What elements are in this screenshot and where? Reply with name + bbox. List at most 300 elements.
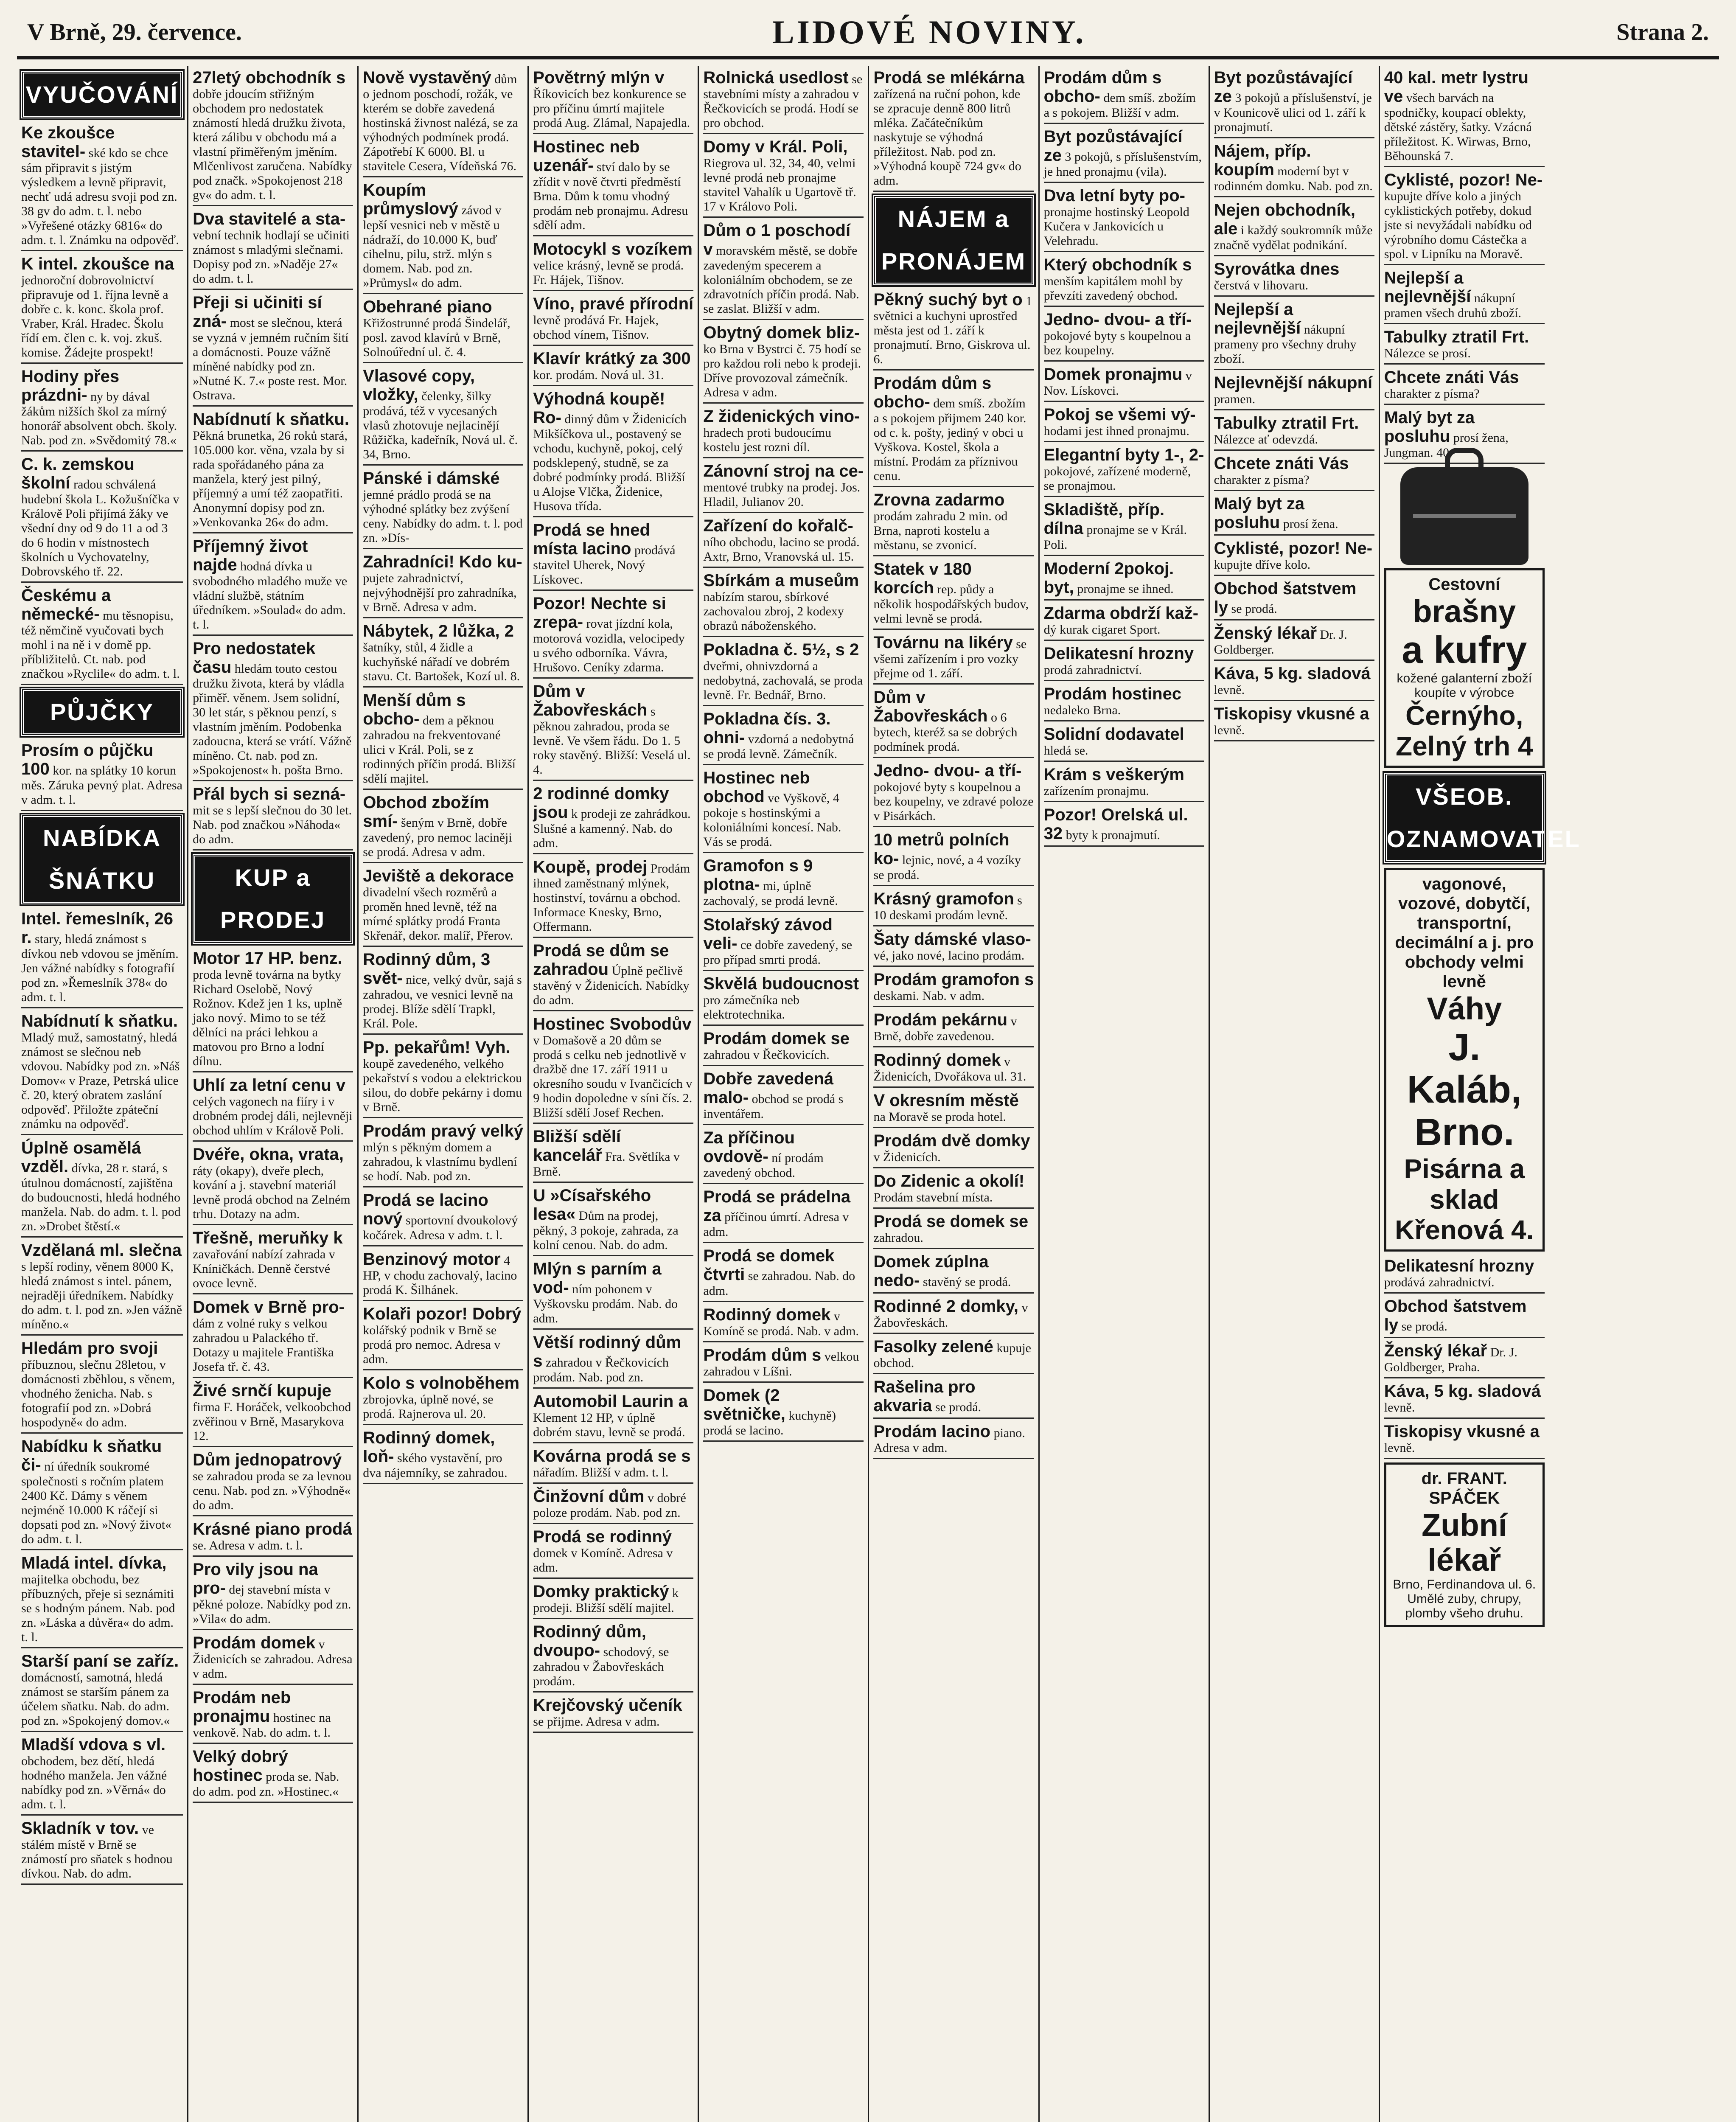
ad-headline: 40 kal. metr lystru ve [1384, 68, 1528, 106]
ad-headline: Malý byt za posluhu [1384, 408, 1475, 446]
ad-headline: Do Zidenic a okolí! [873, 1172, 1025, 1190]
classified-ad [873, 1422, 1034, 1459]
classified-ad [193, 1298, 353, 1378]
ad-headline: Zahradníci! Kdo ku- [363, 553, 522, 571]
classified-ad [703, 974, 864, 1026]
ad-headline: Pp. pekařům! Vyh. [363, 1038, 510, 1057]
ad-text: jemné prádlo prodá se na výhodné splátky bez zvýšení ceny. Nabídky do adm. t. l. pod zn. »Dís- [363, 488, 523, 545]
ad-text: pro zámečníka neb elektrotechnika. [703, 993, 799, 1022]
classified-ad [363, 691, 523, 790]
ad-headline: Ke zkoušce stavitel- [21, 124, 115, 161]
ad-headline: Nabídku k sňatku či- [21, 1437, 162, 1474]
ad-headline: Domy v Král. Poli, [703, 138, 848, 156]
ad-headline: Obchod šatstvem ly [1214, 579, 1357, 617]
ad-headline: Rodinný domek, loň- [363, 1429, 495, 1466]
ad-headline: Hostinec neb obchod [703, 769, 810, 806]
ad-text: kor. na splátky 10 korun měs. Záruka pevný plat. Adresa v adm. t. l. [21, 763, 182, 807]
ad-headline: Pro nedostatek času [193, 639, 316, 676]
column-4 [527, 66, 698, 2122]
column-9 [1379, 66, 1581, 2122]
classified-ad [193, 537, 353, 636]
ad-text: zahradou v Řečkovicích prodám. Nab. pod zn. [533, 1356, 669, 1384]
ad-text: Úplně pečlivě stavěný v Židenicích. Nabídky do adm. [533, 964, 690, 1007]
classified-ad [1214, 454, 1374, 491]
ad-text: sportovní dvoukolový kočárek. Adresa v adm. t. l. [363, 1213, 518, 1242]
classified-ad [533, 1127, 693, 1183]
ad-text: charakter z písma? [1384, 387, 1480, 401]
ad-text: ráty (okapy), dveře plech, kování a j. stavební materiál levně prodá obchod na Zelném trhu. Dotazy na adm. [193, 1164, 351, 1221]
ad-headline: Rolnická usedlost [703, 68, 849, 87]
classified-ad [1384, 1422, 1545, 1459]
classified-ad [873, 1378, 1034, 1419]
ad-text: rep. půdy a několik hospodářských budov, velmi levně se prodá. [873, 582, 1029, 626]
ad-text: příčinou úmrtí. Adresa v adm. [703, 1210, 849, 1239]
ad-text: se prodá. [1231, 602, 1277, 616]
classified-ad [1214, 579, 1374, 620]
ad-headline: Živé srnčí kupuje [193, 1381, 331, 1400]
ad-headline: Dva letní byty po- [1043, 186, 1185, 205]
ad-text: schodový, se zahradou v Žabovřeskách prodám. [533, 1645, 669, 1688]
ad-text: Pěkná brunetka, 26 roků stará, 105.000 kor. věna, vzala by si rada spořádaného pána za manžela, který jest pilný, příjemný a umí též zaopatřiti. Anonymní dopisy pod zn. »Venkovanka 26« do adm. [193, 429, 348, 529]
ad-text: kor. prodám. Nová ul. 31. [533, 368, 664, 382]
ad-headline: Prodá se lacino nový [363, 1191, 488, 1228]
ad-headline: Tabulky ztratil Frt. [1384, 328, 1529, 346]
column-8 [1209, 66, 1379, 2122]
ad-headline: Elegantní byty 1-, 2- [1043, 446, 1204, 464]
classified-ad [21, 1437, 183, 1550]
ad-headline: Prodá se mlékárna [873, 68, 1025, 87]
ad-text: ny by dával žákům nižších škol za mírný honorář absolvent obch. školy. Nab. pod zn. »Svědomitý 78.« [21, 390, 177, 447]
ad-headline: Domky praktický [533, 1582, 669, 1601]
classified-ad [1384, 269, 1545, 324]
ad-headline: Pokoj se všemi vý- [1043, 405, 1196, 424]
classified-ad [703, 1069, 864, 1125]
display-ad-line: dr. FRANT. SPÁČEK [1421, 1469, 1507, 1507]
ad-headline: Byt pozůstávající ze [1214, 68, 1353, 106]
ad-headline: Obytný domek bliz- [703, 323, 860, 342]
ad-headline: Ženský lékař [1214, 624, 1317, 643]
ad-text: i každý soukromník může značně vydělat podnikání. [1214, 223, 1373, 252]
ad-text: firma F. Horáček, velkoobchod zvěřinou v Brně, Masarykova 12. [193, 1400, 351, 1443]
classified-ad [533, 1260, 693, 1330]
classified-ad [363, 1122, 523, 1187]
newspaper-title: LIDOVÉ NOVINY. [772, 14, 1086, 51]
ad-text: se všemi zařízením i pro vozky přejme od 1. září. [873, 637, 1027, 680]
classified-ad [193, 1688, 353, 1744]
ad-text: v Komíně se prodá. Nab. v adm. [703, 1309, 859, 1338]
classified-ad [533, 594, 693, 679]
ad-headline: Dva stavitelé a sta- [193, 210, 346, 228]
ad-headline: Chcete znáti Vás [1384, 368, 1519, 387]
ad-text: nákupní pramen všech druhů zboží. [1384, 291, 1521, 320]
ad-text: byty k pronajmutí. [1066, 828, 1161, 842]
classified-ad [363, 1250, 523, 1301]
classified-ad [1044, 765, 1204, 802]
ad-headline: Obehrané piano [363, 298, 492, 316]
classified-ad [703, 68, 864, 134]
classified-ad [21, 1735, 183, 1816]
ad-text: ce dobře zavedený, se pro případ smrti prodá. [703, 938, 853, 967]
ad-headline: Pozor! Orelská ul. 32 [1043, 806, 1188, 843]
ad-headline: K intel. zkoušce na [21, 255, 174, 273]
ad-headline: 27letý obchodník s [193, 68, 346, 87]
classified-ad [363, 68, 523, 177]
ad-headline: Prodám dům s [703, 1346, 822, 1364]
classified-ad [193, 210, 353, 290]
ad-text: pronajme se ihned. [1077, 582, 1174, 596]
classified-ad [193, 1076, 353, 1142]
ad-headline: Fasolky zelené [873, 1337, 993, 1356]
display-ad-line: Cestovní [1428, 575, 1500, 594]
classified-ad [21, 1652, 183, 1732]
column-6 [868, 66, 1038, 2122]
ad-headline: Kovárna prodá se s [533, 1447, 691, 1465]
classified-ad [873, 890, 1034, 926]
ad-headline: U »Císařského lesa« [533, 1186, 651, 1224]
ad-text: hodami jest ihned pronajmu. [1043, 424, 1189, 438]
classified-ad [533, 941, 693, 1011]
ad-text: pronajme se v Král. Poli. [1043, 523, 1187, 552]
classified-ad [193, 1634, 353, 1685]
ad-text: proda levně továrna na bytky Richard Oselobě, Nový Rožnov. Kdež jen 1 ks, uplně jako nový. Mimo to se též dělníci na práci lehkou a matovou pro Brno a lodní dílnu. [193, 968, 342, 1068]
classified-ad [533, 858, 693, 938]
issue-date: V Brně, 29. července. [27, 19, 242, 45]
ad-headline: Jeviště a dekorace [363, 867, 514, 885]
ad-headline: Za příčinou ovdově- [703, 1128, 795, 1166]
classified-ad [703, 856, 864, 912]
ad-headline: Tabulky ztratil Frt. [1214, 414, 1359, 432]
ad-headline: Delikatesní hrozny [1043, 644, 1194, 663]
ad-text: 3 pokojů, s příslušenstvím, je hned pronajmu (vila). [1043, 150, 1202, 179]
classified-ad [21, 367, 183, 452]
ad-headline: Dům jednopatrový [193, 1451, 342, 1469]
ad-text: pokojové byty s koupelnou a bez koupelny. [1043, 329, 1191, 357]
ad-headline: Byt pozůstávající ze [1043, 127, 1183, 165]
ad-text: se prodá. [1401, 1319, 1447, 1333]
column-1 [17, 66, 187, 2122]
ad-text: ve stálém místě v Brně se známostí pro sňatek s hodnou dívkou. Nab. do adm. [21, 1823, 173, 1881]
classified-ad [873, 688, 1034, 758]
ad-text: stary, hledá známost s dívkou neb vdovou se jměním. Jen vážné nabídky s fotografií pod zn. »Řemeslník 378« do adm. t. l. [21, 932, 179, 1004]
classified-ad [703, 1128, 864, 1184]
ad-text: Riegrova ul. 32, 34, 40, velmi levné prodá neb pronajme stavitel Vahalík u Ugartově tř. 17 v Královo Poli. [703, 156, 856, 213]
ad-columns [17, 66, 1719, 2122]
display-ad-line: kožené galanterní zboží koupíte v výrobce [1397, 671, 1532, 700]
ad-text: kuchyně) prodá se lacino. [703, 1409, 836, 1437]
ad-text: s pěknou zahradou, proda se levně. Ve všem řádu. Do 1. 5 roky stavěný. Bližší: Veselá ul. 4. [533, 705, 691, 777]
classified-ad [1044, 365, 1204, 402]
ad-text: Klement 12 HP, v úplně dobrém stavu, levně se prodá. [533, 1411, 685, 1439]
ad-text: stavěný se prodá. [923, 1275, 1011, 1289]
ad-text: zařízená na ruční pohon, kde se zpracuje denně 800 litrů mléka. Začátečníkům naskytuje se výhodná příležitost. Nab. pod zn. »Výhodná koupě 724 gv« do adm. [873, 87, 1021, 188]
ad-text: 4 HP, v chodu zachovalý, lacino prodá K. Šilhánek. [363, 1254, 517, 1297]
ad-text: lejnic, nové, a 4 vozíky se prodá. [873, 853, 1021, 882]
section-banner: NÁJEM a PRONÁJEM [873, 195, 1034, 285]
display-ad-line: Černýho, Zelný trh 4 [1395, 700, 1533, 761]
classified-ad [193, 949, 353, 1072]
masthead [17, 13, 1719, 59]
ad-headline: Domek zúplna nedo- [873, 1252, 989, 1290]
ad-headline: Prodám hostinec [1043, 685, 1182, 703]
ad-headline: Stolařský závod veli- [703, 915, 833, 953]
column-7 [1038, 66, 1209, 2122]
classified-ad [193, 639, 353, 781]
ad-text: prodám zahradu 2 min. od Brna, naproti kostelu a městanu, se zvonicí. [873, 509, 1008, 552]
ad-text: pronajme hostinský Leopold Kučera v Jankovicích u Velehradu. [1043, 205, 1189, 248]
ad-text: Nálezce ať odevzdá. [1214, 432, 1318, 446]
ad-headline: Třešně, meruňky k [193, 1229, 343, 1247]
ad-text: příbuznou, slečnu 28letou, v domácnosti zběhlou, s věnem, vhodného ženicha. Nab. s fotografií pod zn. »Dobrá hospodyně« do adm. [21, 1358, 175, 1429]
classified-ad [533, 349, 693, 386]
ad-headline: Tiskopisy vkusné a [1384, 1422, 1540, 1441]
ad-text: levně. [1214, 683, 1245, 697]
ad-headline: Skvělá budoucnost [703, 974, 859, 993]
ad-headline: Pokladna č. 5½, s 2 [703, 640, 859, 659]
ad-text: s 10 deskami prodám levně. [873, 893, 1022, 922]
ad-text: Nálezce se prosí. [1384, 346, 1471, 360]
classified-ad [193, 1451, 353, 1516]
ad-text: nice, velký dvůr, sajá s zahradou, ve vesnici levně na prodej. Blíže sdělí Trapkl, Král. Pole. [363, 973, 522, 1030]
ad-text: kupujte dříve kolo a jiných cyklistických potřeby, dokud jste si nevyžádali nabídku od výrobního domu Cástečka a spol. v Lipníku na Moravě. [1384, 189, 1532, 261]
classified-ad [21, 1241, 183, 1336]
classified-ad [1214, 300, 1374, 370]
classified-ad [1044, 68, 1204, 124]
ad-headline: Zařízení do kořalč- [703, 516, 853, 535]
ad-headline: Mladší vdova s vl. [21, 1735, 166, 1754]
ad-headline: Prodám domek [193, 1634, 316, 1652]
ad-text: s lepší rodiny, věnem 8000 K, hledá známost s intel. pánem, nejraději úředníkem. Nabídky do adm. t. l. pod zn. »Jen vážně míněno.« [21, 1260, 182, 1331]
classified-ad [363, 298, 523, 363]
ad-headline: Klavír krátký za 300 [533, 349, 691, 368]
ad-headline: Solidní dodavatel [1043, 725, 1184, 744]
classified-ad [193, 1229, 353, 1294]
ad-headline: Prodá se domek se [873, 1212, 1029, 1231]
classified-ad [1214, 142, 1374, 197]
ad-text: pokojové byty s koupelnou a bez koupelny, ve zdravé poloze v Pisárkách. [873, 780, 1034, 823]
ad-headline: Z židenických vino- [703, 407, 860, 426]
classified-ad [703, 915, 864, 971]
section-banner: NABÍDKA ŠNÁTKU [21, 814, 183, 904]
classified-ad [363, 622, 523, 688]
ad-text: piano. Adresa v adm. [873, 1426, 1025, 1455]
ad-text: kolářský podnik v Brně se prodá pro nemoc. Adresa v adm. [363, 1323, 501, 1366]
ad-text: nedaleko Brna. [1043, 703, 1121, 717]
classified-ad [21, 124, 183, 251]
ad-headline: Chcete znáti Vás [1214, 454, 1349, 473]
classified-ad [533, 1015, 693, 1124]
classified-ad [21, 1139, 183, 1238]
ad-text: hledám touto cestou družku života, která by vládla přiměř. věnem. Jsem solidní, 30 let stár, s pěknou penzí, s vlastním jměním. Podobenka zadoucna, která se vrátí. Vážně míněno. Ct. nab. pod zn. »Spokojenost« h. pošta Brno. [193, 662, 352, 777]
classified-ad [533, 1487, 693, 1524]
ad-text: čerstvá v lihovaru. [1214, 278, 1309, 292]
ad-headline: Syrovátka dnes [1214, 260, 1340, 278]
ad-headline: Dobře zavedená malo- [703, 1069, 834, 1107]
classified-ad [363, 367, 523, 466]
classified-ad [533, 1186, 693, 1256]
classified-ad [1044, 644, 1204, 681]
ad-text: Fra. Světlíka v Brně. [533, 1150, 680, 1179]
display-ad-line: a kufry [1402, 629, 1527, 671]
ad-text: moderní byt v rodinném domku. Nab. pod zn. [1214, 164, 1373, 193]
ad-headline: Motocykl s vozíkem [533, 240, 693, 258]
classified-ad [21, 455, 183, 583]
ad-headline: Továrnu na likéry [873, 633, 1013, 652]
ad-headline: Prodám dům s obcho- [1043, 68, 1162, 106]
ad-headline: Činžovní dům [533, 1487, 645, 1506]
ad-headline: Nejlepší a nejlevnější [1384, 269, 1471, 306]
section-banner: PŮJČKY [21, 688, 183, 736]
ad-text: ské kdo se chce sám připravit s jistým výsledkem a levně připravit, nechť udá adresu svoji pod zn. 38 gv do adm. t. l. nebo »Vyřešené otázky 6816« do adm. t. l. Známku na odpověď. [21, 146, 179, 247]
classified-ad [1214, 201, 1374, 256]
classified-ad [873, 68, 1034, 192]
ad-headline: Káva, 5 kg. sladová [1214, 664, 1371, 683]
classified-ad [363, 1374, 523, 1425]
ad-headline: Nejlepší a nejlevnější [1214, 300, 1301, 337]
ad-text: proda se. Nab. do adm. pod zn. »Hostinec.« [193, 1770, 339, 1799]
ad-headline: Prodá se hned místa lacino [533, 521, 650, 558]
ad-text: menším kapitálem mohl by převzíti zavedený obchod. [1043, 274, 1183, 303]
ad-headline: 2 rodinné domky jsou [533, 784, 669, 822]
display-ad [1384, 1462, 1545, 1627]
classified-ad [363, 469, 523, 549]
ad-text: domácností, samotná, hledá známost se starším pánem za účelem sňatku. Nab. do adm. pod zn. »Spokojený domov.« [21, 1670, 170, 1728]
classified-ad [533, 1392, 693, 1443]
classified-ad [1044, 725, 1204, 762]
classified-ad [1044, 310, 1204, 362]
ad-headline: Pěkný suchý byt o [873, 290, 1023, 309]
classified-ad [1044, 685, 1204, 721]
classified-ad [193, 1747, 353, 1803]
display-ad-line: J. Kaláb, Brno. [1407, 1026, 1522, 1154]
suitcase-icon [1400, 467, 1528, 565]
ad-text: mi, úplně zachovalý, se prodá levně. [703, 879, 838, 908]
classified-ad [1044, 806, 1204, 847]
classified-ad [873, 1252, 1034, 1294]
classified-ad [193, 1520, 353, 1557]
ad-headline: Nově vystavěný [363, 68, 491, 87]
display-ad-line: Zubní lékař [1422, 1507, 1507, 1577]
ad-text: se stavebními místy a zahradou v Řečkovicích se prodá. Hodí se pro obchod. [703, 72, 863, 130]
ad-headline: Dům v Žabovřeskách [533, 682, 648, 719]
ad-text: čelenky, šilky prodává, též v vycesaných vlasů zhotovuje nejlacinějí Růžička, kadeřník, Nová ul. č. 34, Brno. [363, 389, 518, 461]
ad-text: kupuje obchod. [873, 1341, 1031, 1370]
classified-ad [1384, 68, 1545, 167]
classified-ad [703, 407, 864, 458]
ad-text: prodává stavitel Uherek, Nový Lískovec. [533, 543, 676, 587]
ad-headline: Rodinný dům, dvoupo- [533, 1622, 646, 1660]
ad-headline: Krám s veškerým [1043, 765, 1184, 784]
ad-text: Prodám stavební místa. [873, 1190, 993, 1204]
classified-ad [703, 1305, 864, 1342]
display-ad-line: brašny [1413, 594, 1516, 629]
ad-text: ve Vyškově, 4 pokoje s hostinskými a koloniálními koncesí. Nab. Vás se prodá. [703, 791, 841, 849]
classified-ad [873, 1297, 1034, 1334]
ad-headline: Mladá intel. dívka, [21, 1554, 167, 1572]
classified-ad [873, 1337, 1034, 1374]
classified-ad [703, 1187, 864, 1243]
classified-ad [533, 1527, 693, 1579]
classified-ad [1214, 705, 1374, 741]
ad-headline: Rodinný domek [703, 1305, 831, 1324]
classified-ad [703, 1346, 864, 1383]
classified-ad [873, 560, 1034, 630]
ad-headline: Pánské i dámské [363, 469, 500, 488]
ad-headline: Domek (2 světničke, [703, 1386, 785, 1423]
ad-headline: Hostinec neb uzenář- [533, 138, 640, 175]
ad-headline: Povětrný mlýn v [533, 68, 665, 87]
ad-headline: Obchod šatstvem ly [1384, 1297, 1527, 1334]
classified-ad [533, 1582, 693, 1619]
ad-headline: Jedno- dvou- a tří- [873, 761, 1022, 780]
ad-headline: Dvéře, okna, vrata, [193, 1145, 344, 1164]
section-banner: VŠEOB. OZNAMOVATEL [1384, 773, 1545, 863]
ad-text: v Domašově a 20 dům se prodá s celku neb jednotlivě v dražbě dne 17. září 1911 u okresního soudu v Ivančicích v 9 hodin dopoledne v síni čís. 2. Bližší sdělí Josef Rechen. [533, 1033, 693, 1120]
classified-ad [703, 769, 864, 853]
ad-text: dám z volné ruky s velkou zahradou u Palackého tř. Dotazy u majitele Františka Josefa tř. č. 43. [193, 1316, 334, 1374]
classified-ad [363, 181, 523, 294]
ad-headline: Prodá se dům se zahradou [533, 941, 669, 979]
ad-text: hledá se. [1043, 744, 1088, 758]
ad-headline: Cyklisté, pozor! Ne- [1214, 539, 1373, 558]
ad-headline: Uhlí za letní cenu v [193, 1076, 346, 1095]
ad-headline: Gramofon s 9 plotna- [703, 856, 813, 894]
classified-ad [1384, 1297, 1545, 1338]
ad-text: most se slečnou, která se vyzná v jemném ručním šití a domácnosti. Pouze vážně míněné nabídky pod zn. »Nutné K. 7.« poste rest. Mor. Ostrava. [193, 316, 349, 402]
ad-headline: Rodinný dům, 3 svět- [363, 950, 491, 988]
ad-headline: Pozor! Nechte si zrepa- [533, 594, 666, 632]
ad-headline: Šaty dámské vlaso- [873, 930, 1031, 949]
classified-ad [533, 1696, 693, 1733]
display-ad [1384, 568, 1545, 768]
classified-ad [703, 640, 864, 706]
classified-ad [1044, 127, 1204, 183]
classified-ad [1384, 1257, 1545, 1294]
ad-text: šeným v Brně, dobře zavedený, pro nemoc laciněji se prodá. Adresa v adm. [363, 816, 512, 859]
ad-text: ním pohonem v Vyškovsku prodám. Nab. do adm. [533, 1282, 678, 1325]
ad-headline: Sbírkám a museům [703, 571, 859, 590]
classified-ad [703, 710, 864, 765]
classified-ad [1044, 446, 1204, 497]
ad-text: zahradou v Řečkovicích. [703, 1048, 830, 1062]
display-ad-line: Brno, Ferdinandova ul. 6. Umělé zuby, chrupy, plomby všeho druhu. [1393, 1577, 1536, 1620]
ad-text: levně prodává Fr. Hajek, obchod vínem, Tišnov. [533, 313, 659, 342]
classified-ad [363, 1038, 523, 1118]
ad-text: v dobré poloze prodám. Nab. pod zn. [533, 1491, 686, 1520]
ad-headline: Prodá se domek čtvrti [703, 1246, 835, 1284]
ad-headline: Dům v Žabovřeskách [873, 688, 988, 725]
classified-ad [873, 930, 1034, 967]
ad-headline: Prodám gramofon s [873, 970, 1034, 989]
classified-ad [1044, 500, 1204, 556]
ad-text: nákupní prameny pro všechny druhy zboží. [1214, 323, 1357, 366]
ad-text: charakter z písma? [1214, 473, 1310, 487]
ad-text: dý kurak cigaret Sport. [1043, 623, 1161, 637]
ad-text: ní úředník soukromé společnosti s ročním platem 2400 Kč. Dámy s věnem nejméně 10.000 K ráčejí si dopsati pod zn. »Nový život« do adm. t. l. [21, 1460, 172, 1546]
classified-ad [533, 295, 693, 346]
ad-text: nářadím. Bližší v adm. t. l. [533, 1465, 669, 1479]
classified-ad [1384, 1342, 1545, 1378]
ad-headline: Prodám dvě domky [873, 1131, 1030, 1150]
ad-headline: Rodinné 2 domky, [873, 1297, 1018, 1316]
ad-text: dobře jdoucím střižným obchodem pro nedostatek známostí hledá družku života, která zálibu v obchodu má a vlastní přiměřeným jměním. Mlčenlivost zaručena. Nabídky pod značk. »Spokojenost 218 gv« do adm. t. l. [193, 87, 352, 202]
ad-text: pokojové, zařízené moderně, se pronajmou. [1043, 464, 1191, 493]
classified-ad [533, 1447, 693, 1484]
ad-headline: Statek v 180 korcích [873, 560, 972, 597]
classified-ad [1044, 559, 1204, 601]
column-3 [357, 66, 527, 2122]
classified-ad [873, 1212, 1034, 1249]
ad-text: domek v Komíně. Adresa v adm. [533, 1546, 673, 1575]
